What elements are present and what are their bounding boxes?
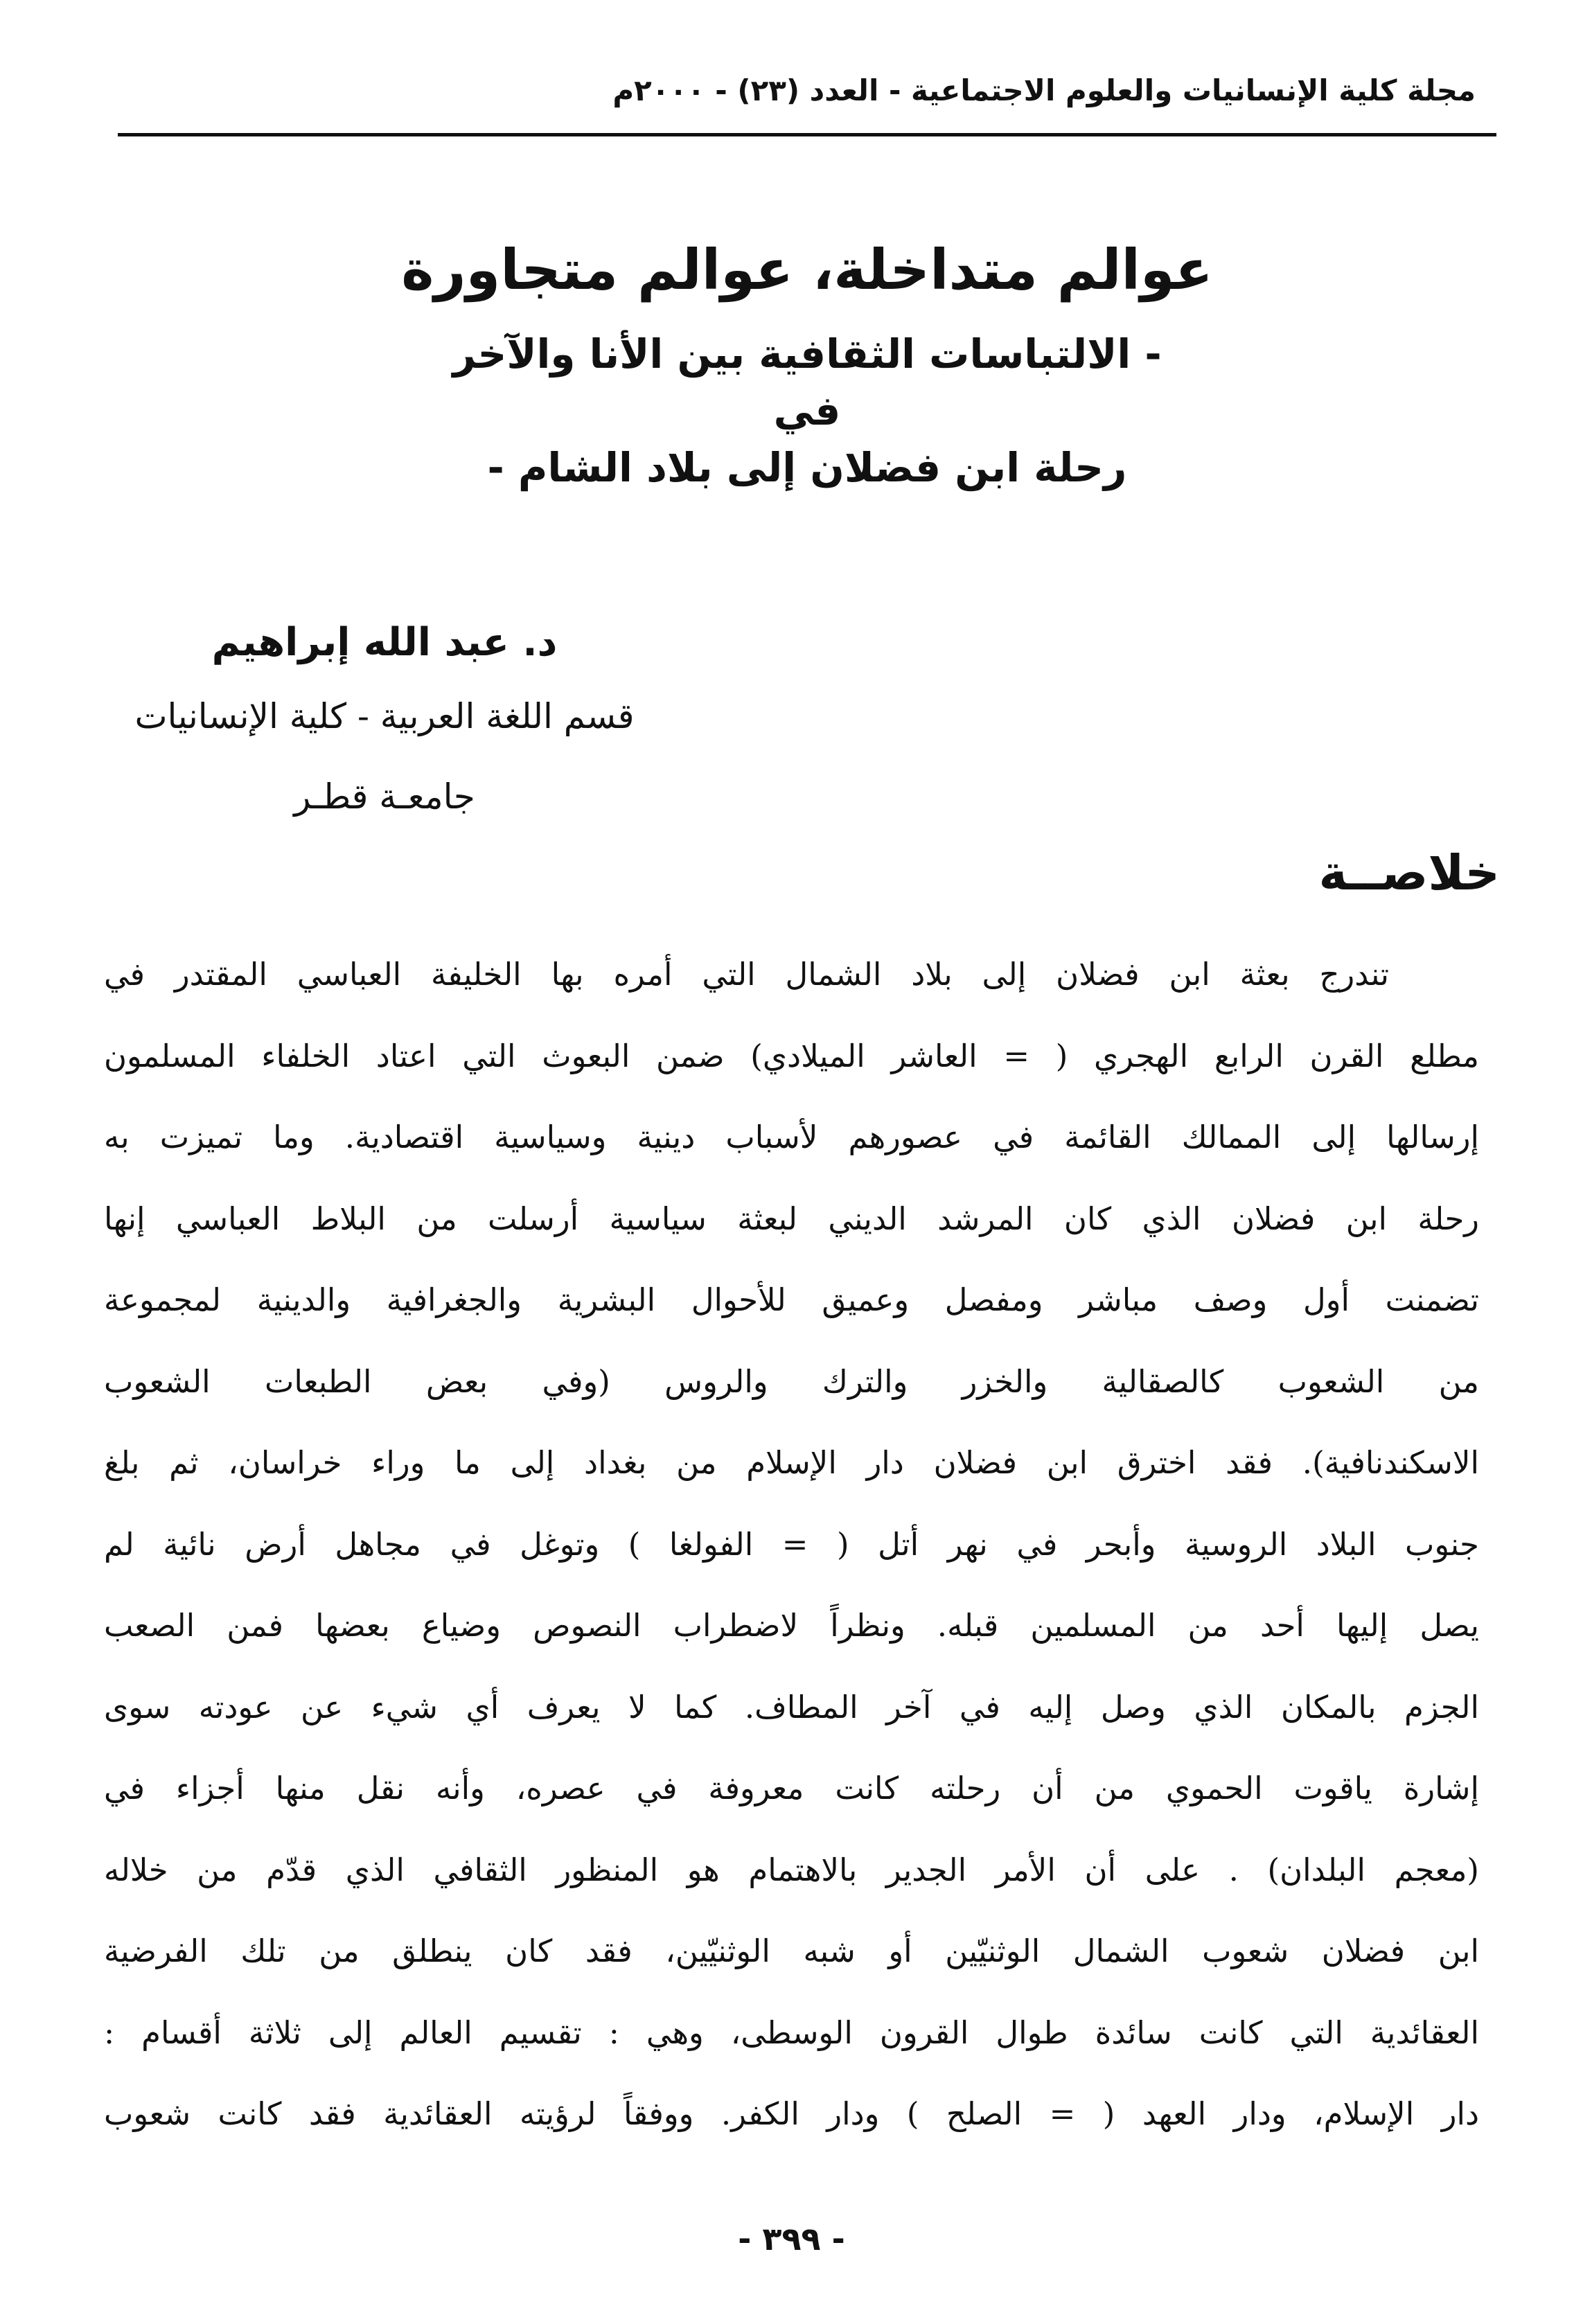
abstract-heading: خلاصــة (1318, 844, 1500, 901)
author-university: جامعـة قطـر (294, 777, 475, 817)
author-name: د. عبد الله إبراهيم (211, 620, 558, 665)
abstract-line: الاسكندنافية). فقد اخترق ابن فضلان دار الإسلام من بغداد إلى ما وراء خراسان، ثم بلغ (104, 1444, 1479, 1481)
abstract-line: مطلع القرن الرابع الهجري ( = العاشر الميلادي) ضمن البعوث التي اعتاد الخلفاء المسلمون (104, 1037, 1479, 1074)
abstract-line: رحلة ابن فضلان الذي كان المرشد الديني لبعثة سياسية أرسلت من البلاط العباسي إنها (104, 1200, 1479, 1237)
abstract-line: العقائدية التي كانت سائدة طوال القرون الوسطى، وهي : تقسيم العالم إلى ثلاثة أقسام : (104, 2014, 1479, 2051)
article-subtitle-line: - الالتباسات الثقافية بين الأنا والآخر (452, 330, 1162, 378)
abstract-body (104, 934, 1479, 2155)
abstract-line: إشارة ياقوت الحموي من أن رحلته كانت معروفة في عصره، وأنه نقل منها أجزاء في (104, 1770, 1479, 1807)
article-title-block (118, 229, 1496, 496)
running-header (118, 66, 1496, 136)
abstract-line: يصل إليها أحد من المسلمين قبله. ونظراً لاضطراب النصوص وضياع بعضها فمن الصعب (104, 1607, 1479, 1644)
journal-running-title: مجلة كلية الإنسانيات والعلوم الاجتماعية - العدد (٢٣) - ٢٠٠٠م (612, 73, 1476, 107)
abstract-line: من الشعوب كالصقالية والخزر والترك والروس (وفي بعض الطبعات الشعوب (104, 1363, 1479, 1400)
abstract-line: تضمنت أول وصف مباشر ومفصل وعميق للأحوال البشرية والجغرافية والدينية لمجموعة (104, 1281, 1479, 1318)
abstract-line: ابن فضلان شعوب الشمال الوثنيّين أو شبه الوثنيّين، فقد كان ينطلق من تلك الفرضية (104, 1933, 1479, 1969)
article-main-title: عوالم متداخلة، عوالم متجاورة (401, 238, 1213, 302)
abstract-line: (معجم البلدان) . على أن الأمر الجدير بالاهتمام هو المنظور الثقافي الذي قدّم من خلاله (104, 1851, 1479, 1888)
abstract-line: تندرج بعثة ابن فضلان إلى بلاد الشمال التي أمره بها الخليفة العباسي المقتدر في (104, 956, 1389, 993)
abstract-line: الجزم بالمكان الذي وصل إليه في آخر المطاف. كما لا يعرف أي شيء عن عودته سوى (104, 1688, 1479, 1726)
author-block (73, 610, 696, 837)
abstract-line: جنوب البلاد الروسية وأبحر في نهر أتل ( = الفولغا ) وتوغل في مجاهل أرض نائية لم (104, 1525, 1479, 1563)
abstract-line: دار الإسلام، ودار العهد ( = الصلح ) ودار الكفر. ووفقاً لرؤيته العقائدية فقد كانت شعوب (104, 2095, 1479, 2132)
article-subtitle-line: رحلة ابن فضلان إلى بلاد الشام - (487, 444, 1127, 491)
abstract-line: إرسالها إلى الممالك القائمة في عصورهم لأسباب دينية وسياسية اقتصادية. وما تميزت به (104, 1119, 1479, 1155)
page-number: - ٣٩٩ - (738, 2220, 845, 2258)
article-subtitle-line: في (773, 387, 841, 434)
author-department: قسم اللغة العربية - كلية الإنسانيات (134, 696, 635, 736)
